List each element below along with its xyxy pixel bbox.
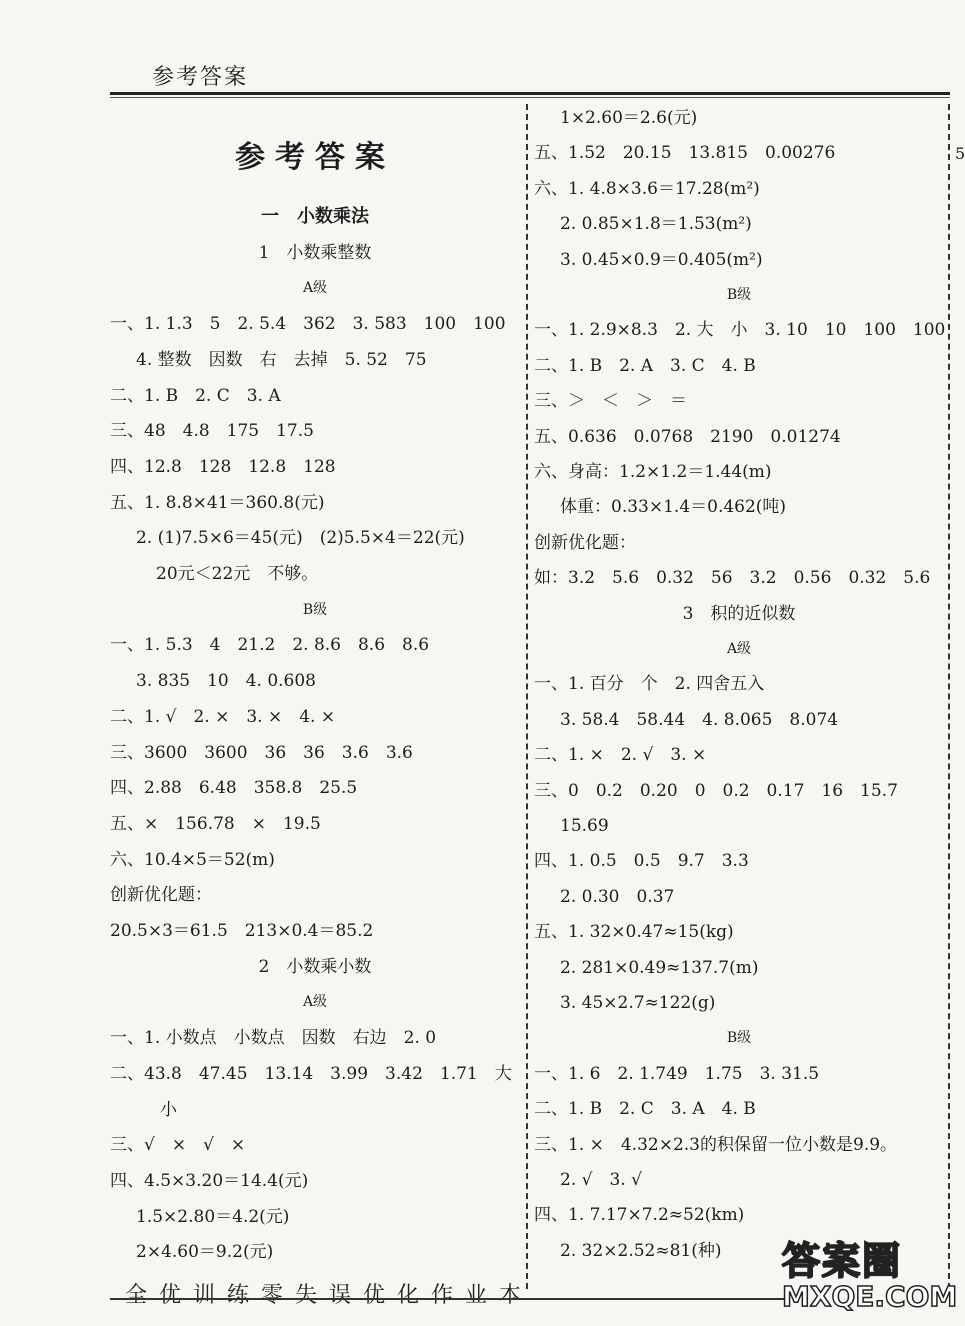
page-title: 参考答案 (235, 140, 395, 175)
answer-line: 创新优化题： (534, 532, 636, 553)
answer-line: 体重：0.33×1.4＝0.462(吨) (560, 497, 787, 518)
answer-line: 四、1. 7.17×7.2≈52(km) (534, 1205, 745, 1226)
answer-line: 一、1. 小数点 小数点 因数 右边 2. 0 (110, 1028, 437, 1049)
footer-rule (110, 1298, 790, 1300)
answer-line: 四、4.5×3.20＝14.4(元) (110, 1170, 309, 1191)
answer-line: 二、43.8 47.45 13.14 3.99 3.42 1.71 大 (110, 1063, 512, 1084)
answer-line: 三、48 4.8 175 17.5 (110, 421, 314, 442)
answer-line: 六、1. 4.8×3.6＝17.28(m²) (534, 178, 760, 199)
grade-heading: A级 (302, 280, 328, 297)
answer-line: 一、1. 百分 个 2. 四舍五入 (534, 674, 765, 695)
answer-line: 二、1. B 2. C 3. A (110, 385, 281, 406)
lesson-heading: 3 积的近似数 (682, 603, 796, 624)
answer-line: 二、1. B 2. C 3. A 4. B (534, 1099, 756, 1120)
grade-heading: B级 (302, 601, 328, 618)
answer-line: 2. √ 3. √ (560, 1170, 642, 1190)
answer-line: 五、1.52 20.15 13.815 0.00276 (534, 143, 836, 164)
answer-line: 3. 835 10 4. 0.608 (136, 671, 316, 692)
lesson-heading: 2 小数乘小数 (258, 956, 372, 977)
answer-line: 创新优化题： (110, 885, 212, 906)
grade-heading: A级 (302, 994, 328, 1011)
answer-line: 如：3.2 5.6 0.32 56 3.2 0.56 0.32 5.6 (534, 568, 931, 589)
answer-line: 一、1. 2.9×8.3 2. 大 小 3. 10 10 100 100 (534, 320, 946, 341)
answer-line: 五、1. 32×0.47≈15(kg) (534, 922, 734, 943)
answer-line: 3. 0.45×0.9＝0.405(m²) (560, 249, 763, 270)
answer-line: 三、√ × √ × (110, 1135, 246, 1156)
answer-line: 2. 281×0.49≈137.7(m) (560, 957, 759, 978)
answer-line: 2. 0.30 0.37 (560, 886, 675, 907)
edge-text: 5 (955, 144, 965, 163)
answer-line: 3. 45×2.7≈122(g) (560, 993, 716, 1013)
answer-line: 2. (1)7.5×6＝45(元) (2)5.5×4＝22(元) (136, 528, 465, 549)
answer-line: 小 (160, 1099, 177, 1120)
answer-line: 20元＜22元 不够。 (156, 564, 319, 584)
watermark-top: 答案圈 (782, 1239, 903, 1283)
edge-divider (948, 104, 950, 1289)
header-rule (110, 92, 950, 95)
answer-line: 五、1. 8.8×41＝360.8(元) (110, 492, 325, 513)
lesson-heading: 1 小数乘整数 (258, 242, 372, 263)
section-heading: 一 小数乘法 (261, 206, 369, 227)
watermark-url: MXQE.COM (782, 1280, 958, 1313)
answer-line: 三、3600 3600 36 36 3.6 3.6 (110, 742, 413, 763)
answer-line: 四、2.88 6.48 358.8 25.5 (110, 778, 358, 799)
grade-heading: A级 (726, 641, 752, 657)
answer-line: 20.5×3＝61.5 213×0.4＝85.2 (110, 921, 374, 941)
answer-line: 二、1. B 2. A 3. C 4. B (534, 355, 756, 376)
answer-line: 2. 0.85×1.8＝1.53(m²) (560, 214, 752, 235)
answer-line: 三、0 0.2 0.20 0 0.2 0.17 16 15.7 (534, 780, 898, 801)
answer-line: 四、12.8 128 12.8 128 (110, 456, 336, 477)
answer-line: 一、1. 1.3 5 2. 5.4 362 3. 583 100 100 (110, 314, 506, 335)
answer-line: 15.69 (560, 816, 609, 836)
grade-heading: B级 (726, 287, 752, 303)
answer-line: 六、10.4×5＝52(m) (110, 849, 275, 870)
header-rule-thin (110, 97, 950, 98)
answer-line: 4. 整数 因数 右 去掉 5. 52 75 (136, 349, 427, 370)
answer-line: 二、1. × 2. √ 3. × (534, 745, 707, 766)
answer-line: 2×4.60＝9.2(元) (136, 1242, 274, 1263)
running-header: 参考答案 (152, 65, 249, 90)
answer-line: 1×2.60＝2.6(元) (560, 108, 698, 128)
answer-line: 五、× 156.78 × 19.5 (110, 813, 321, 834)
watermark-logo (782, 1230, 958, 1320)
footer-series-title: 全优训练零失误优化作业本 (125, 1283, 534, 1308)
answer-line: 1.5×2.80＝4.2(元) (136, 1206, 290, 1227)
answer-line: 四、1. 0.5 0.5 9.7 3.3 (534, 851, 749, 872)
answer-line: 三、＞ ＜ ＞ ＝ (534, 391, 687, 412)
column-divider (526, 104, 528, 1289)
answer-line: 六、身高：1.2×1.2＝1.44(m) (534, 462, 772, 482)
grade-heading: B级 (726, 1030, 752, 1047)
answer-line: 3. 58.4 58.44 4. 8.065 8.074 (560, 709, 839, 730)
answer-line: 五、0.636 0.0768 2190 0.01274 (534, 426, 841, 447)
answer-line: 三、1. × 4.32×2.3的积保留一位小数是9.9。 (534, 1134, 898, 1155)
answer-line: 一、1. 5.3 4 21.2 2. 8.6 8.6 8.6 (110, 635, 430, 656)
answer-line: 2. 32×2.52≈81(种) (560, 1240, 722, 1261)
answer-line: 二、1. √ 2. × 3. × 4. × (110, 706, 336, 727)
answer-line: 一、1. 6 2. 1.749 1.75 3. 31.5 (534, 1063, 820, 1084)
